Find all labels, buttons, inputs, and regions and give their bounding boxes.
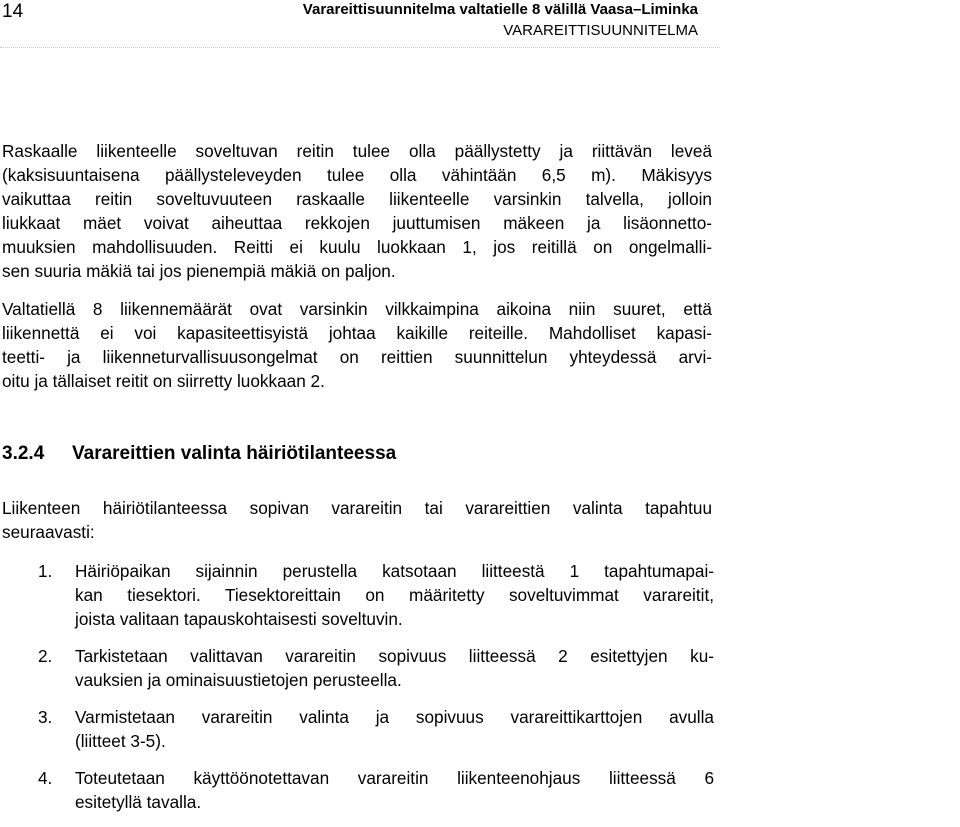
list-item [38, 559, 714, 631]
section-title: Varareittien valinta häiriötilanteessa [72, 443, 397, 464]
list-item-number: 3. [38, 707, 53, 727]
list-item [38, 705, 714, 753]
text-line: (kaksisuuntaisena päällysteleveyden tulee olla vähintään 6,5 m). Mäkisyys [2, 165, 712, 185]
body-content [2, 139, 712, 393]
text-line: Liikenteen häiriötilanteessa sopivan varareitin tai varareittien valinta tapahtuu [2, 498, 712, 518]
text-line: liikennettä ei voi kapasiteettisyistä johtaa kaikille reiteille. Mahdolliset kapasi- [2, 323, 712, 343]
list-item-number: 4. [38, 768, 53, 788]
paragraph-intro [2, 496, 712, 544]
text-line: seuraavasti: [2, 522, 95, 542]
text-line: liukkaat mäet voivat aiheuttaa rekkojen juuttumisen mäkeen ja lisäonnetto- [2, 213, 712, 233]
list-item [38, 644, 714, 692]
text-line: Tarkistetaan valittavan varareitin sopivuus liitteessä 2 esitettyjen ku- [75, 646, 714, 666]
text-line: kan tiesektori. Tiesektoreittain on määritetty soveltuvimmat varareitit, [75, 585, 714, 605]
text-line: Raskaalle liikenteelle soveltuvan reitin tulee olla päällystetty ja riittävän leveä [2, 141, 712, 161]
text-line: esitetyllä tavalla. [75, 792, 202, 812]
text-line: (liitteet 3-5). [75, 731, 166, 751]
section-intro [2, 496, 712, 544]
list-item-text [75, 766, 714, 814]
list-item-text [75, 644, 714, 692]
document-subtitle: VARAREITTISUUNNITELMA [503, 22, 698, 39]
paragraph-road-suitability [2, 139, 712, 283]
text-line: joista valitaan tapauskohtaisesti soveltuvin. [75, 609, 403, 629]
paragraph-traffic-capacity [2, 297, 712, 393]
document-title: Varareittisuunnitelma valtatielle 8 välillä Vaasa–Liminka [302, 1, 698, 18]
text-line: teetti- ja liikenneturvallisuusongelmat on reittien suunnittelun yhteydessä arvi- [2, 347, 712, 367]
text-line: vauksien ja ominaisuustietojen perusteella. [75, 670, 402, 690]
text-line: Häiriöpaikan sijainnin perustella katsotaan liitteestä 1 tapahtumapai- [75, 561, 714, 581]
section-heading [2, 442, 396, 466]
header-divider [0, 47, 720, 48]
text-line: oitu ja tällaiset reitit on siirretty luokkaan 2. [2, 371, 325, 391]
text-line: vaikuttaa reitin soveltuvuuteen raskaalle liikenteelle varsinkin talvella, jolloin [2, 189, 712, 209]
list-item-text [75, 559, 714, 631]
section-number: 3.2.4 [2, 443, 45, 464]
text-line: Varmistetaan varareitin valinta ja sopivuus varareittikarttojen avulla [75, 707, 714, 727]
page-number: 14 [2, 1, 24, 22]
numbered-list [38, 559, 714, 827]
list-item-number: 2. [38, 646, 53, 666]
list-item [38, 766, 714, 814]
text-line: sen suuria mäkiä tai jos pienempiä mäkiä on paljon. [2, 261, 396, 281]
text-line: Toteutetaan käyttöönotettavan varareitin liikenteenohjaus liitteessä 6 [75, 768, 714, 788]
page-header [0, 0, 960, 48]
list-item-text [75, 705, 714, 753]
text-line: Valtatiellä 8 liikennemäärät ovat varsinkin vilkkaimpina aikoina niin suuret, että [2, 299, 712, 319]
text-line: muuksien mahdollisuuden. Reitti ei kuulu luokkaan 1, jos reitillä on ongelmalli- [2, 237, 712, 257]
list-item-number: 1. [38, 561, 53, 581]
